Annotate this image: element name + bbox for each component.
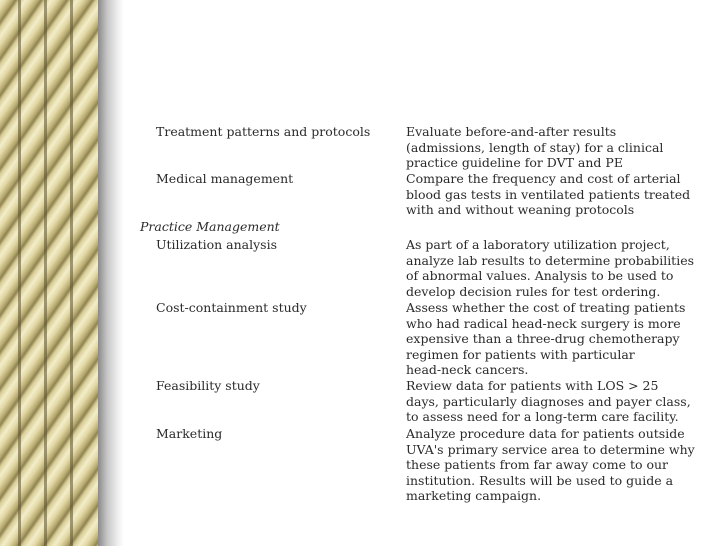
- description-line: marketing campaign.: [406, 488, 542, 504]
- row-label: Medical management: [156, 171, 294, 186]
- row-label: Cost-containment study: [156, 300, 307, 315]
- description-line: practice guideline for DVT and PE: [406, 155, 623, 171]
- row-label: Treatment patterns and protocols: [156, 124, 371, 139]
- description-line: Assess whether the cost of treating patients: [406, 300, 686, 315]
- description-line: analyze lab results to determine probabilities: [406, 252, 695, 268]
- description-line: blood gas tests in ventilated patients treated: [406, 186, 691, 202]
- description-line: UVA's primary service area to determine why: [406, 441, 695, 457]
- description-line: to assess need for a long-term care facility.: [406, 409, 679, 425]
- description-line: As part of a laboratory utilization project,: [406, 237, 670, 252]
- description-line: Compare the frequency and cost of arterial: [406, 171, 681, 186]
- row-description: [406, 124, 706, 171]
- description-line: these patients from far away come to our: [406, 457, 669, 473]
- row-description: [406, 378, 706, 425]
- description-line: Evaluate before-and-after results: [406, 124, 617, 139]
- row-description: [406, 426, 706, 504]
- row-description: [406, 237, 706, 299]
- description-line: Analyze procedure data for patients outside: [406, 426, 685, 441]
- row-label: Feasibility study: [156, 378, 260, 393]
- description-line: expensive than a three-drug chemotherapy: [406, 331, 680, 347]
- description-line: of abnormal values. Analysis to be used to: [406, 268, 674, 284]
- description-line: Review data for patients with LOS > 25: [406, 378, 659, 393]
- row-description: [406, 171, 706, 218]
- description-line: institution. Results will be used to guide a: [406, 472, 674, 488]
- row-label: Marketing: [156, 426, 223, 441]
- description-line: (admissions, length of stay) for a clinical: [406, 139, 664, 155]
- description-line: with and without weaning protocols: [406, 202, 635, 218]
- description-line: develop decision rules for test ordering.: [406, 283, 661, 299]
- description-line: days, particularly diagnoses and payer class,: [406, 393, 691, 409]
- row-label: Utilization analysis: [156, 237, 278, 252]
- description-line: regimen for patients with particular: [406, 346, 635, 362]
- section-heading: Practice Management: [140, 219, 280, 234]
- description-line: head-neck cancers.: [406, 362, 529, 378]
- description-line: who had radical head-neck surgery is more: [406, 315, 681, 331]
- row-description: [406, 300, 706, 378]
